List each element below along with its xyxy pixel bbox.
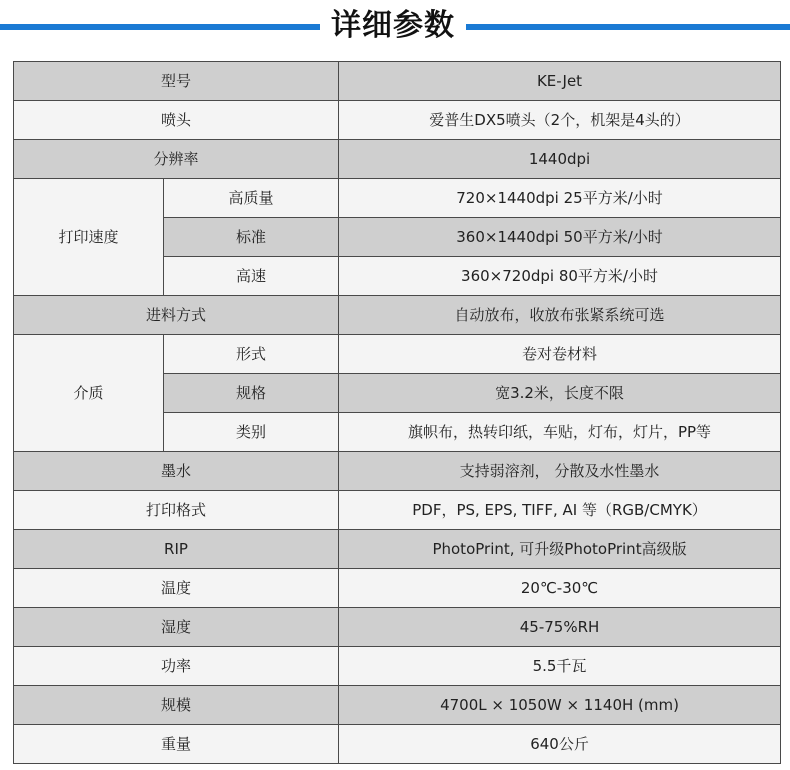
table-row [14,140,781,179]
row-label-print-speed: 打印速度 [14,179,164,296]
sub-label-high-quality: 高质量 [164,179,339,218]
row-value-dimensions: 4700L × 1050W × 1140H (mm) [339,686,781,725]
sub-label-spec: 规格 [164,374,339,413]
row-value-resolution: 1440dpi [339,140,781,179]
sub-value-high-speed: 360×720dpi 80平方米/小时 [339,257,781,296]
row-value-feeding: 自动放布，收放布张紧系统可选 [339,296,781,335]
table-row [14,569,781,608]
section-header [0,0,790,56]
row-label-media: 介质 [14,335,164,452]
sub-value-standard: 360×1440dpi 50平方米/小时 [339,218,781,257]
row-value-weight: 640公斤 [339,725,781,764]
table-row [14,725,781,764]
table-row [14,101,781,140]
row-label-humidity: 湿度 [14,608,339,647]
row-label-power: 功率 [14,647,339,686]
table-row [14,62,781,101]
table-row [14,530,781,569]
table-row [14,452,781,491]
row-label-temperature: 温度 [14,569,339,608]
row-label-resolution: 分辨率 [14,140,339,179]
table-row [14,179,781,218]
row-value-model: KE-Jet [339,62,781,101]
sub-value-spec: 宽3.2米，长度不限 [339,374,781,413]
row-value-power: 5.5千瓦 [339,647,781,686]
row-label-feeding: 进料方式 [14,296,339,335]
sub-value-high-quality: 720×1440dpi 25平方米/小时 [339,179,781,218]
table-row [14,608,781,647]
table-row [14,647,781,686]
row-value-nozzle: 爱普生DX5喷头（2个，机架是4头的） [339,101,781,140]
row-label-ink: 墨水 [14,452,339,491]
table-row [14,491,781,530]
row-label-print-format: 打印格式 [14,491,339,530]
table-row [14,335,781,374]
page-title: 详细参数 [331,8,455,43]
row-value-ink: 支持弱溶剂， 分散及水性墨水 [339,452,781,491]
table-row [14,686,781,725]
header-right-rule [466,24,790,30]
sub-label-form: 形式 [164,335,339,374]
header-left-rule [0,24,320,30]
row-value-temperature: 20℃-30℃ [339,569,781,608]
row-label-nozzle: 喷头 [14,101,339,140]
table-row [14,296,781,335]
spec-table [13,61,781,764]
row-label-rip: RIP [14,530,339,569]
sub-label-standard: 标准 [164,218,339,257]
row-label-weight: 重量 [14,725,339,764]
row-value-humidity: 45-75%RH [339,608,781,647]
row-value-rip: PhotoPrint, 可升级PhotoPrint高级版 [339,530,781,569]
row-value-print-format: PDF，PS, EPS, TIFF, AI 等（RGB/CMYK） [339,491,781,530]
sub-label-category: 类别 [164,413,339,452]
sub-value-category: 旗帜布，热转印纸，车贴，灯布，灯片，PP等 [339,413,781,452]
row-label-dimensions: 规模 [14,686,339,725]
sub-value-form: 卷对卷材料 [339,335,781,374]
row-label-model: 型号 [14,62,339,101]
sub-label-high-speed: 高速 [164,257,339,296]
